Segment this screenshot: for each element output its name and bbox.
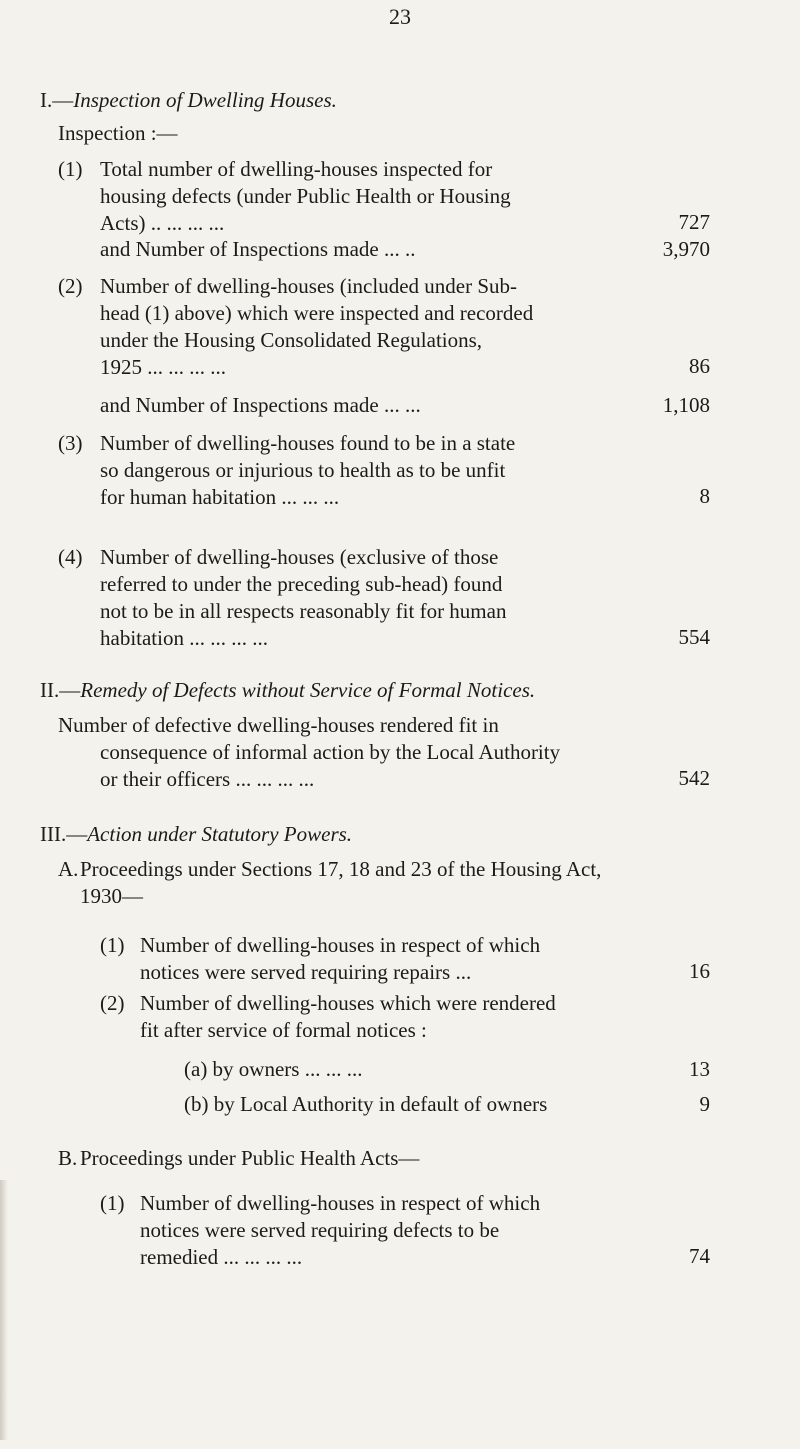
part-b-label: B. <box>58 1146 78 1170</box>
item-2-line: Number of dwelling-houses (included under Sub- <box>100 274 517 298</box>
section-2-line: consequence of informal action by the Local Authority <box>100 740 561 764</box>
page-number: 23 <box>389 4 411 29</box>
section-1-title: Inspection of Dwelling Houses. <box>73 88 337 112</box>
item-3-line: so dangerous or injurious to health as to be unfit <box>100 458 506 482</box>
part-a-item-1-value: 16 <box>689 959 710 983</box>
part-a-item-2-line: Number of dwelling-houses which were rendered <box>140 991 556 1015</box>
part-a-item-2-text <box>140 990 556 1044</box>
item-4-text <box>100 544 506 652</box>
part-a-item-1-number: (1) <box>100 933 125 957</box>
part-a-item-2-line: fit after service of formal notices : <box>140 1018 427 1042</box>
section-2-number: II.— <box>40 678 81 702</box>
item-4-value: 554 <box>678 625 710 649</box>
by-owners-label: (a) by owners ... ... ... <box>184 1057 363 1081</box>
section-3-number: III.— <box>40 822 88 846</box>
section-2-line: Number of defective dwelling-houses rendered fit in <box>58 713 499 737</box>
item-4-line: not to be in all respects reasonably fit for human <box>100 599 507 623</box>
part-a-item-1-line: notices were served requiring repairs ... <box>140 960 472 984</box>
inspection-subheading: Inspection :— <box>58 121 178 145</box>
part-b-item-1-line: Number of dwelling-houses in respect of which <box>140 1191 541 1215</box>
section-1-heading <box>40 88 337 113</box>
item-4-line: habitation ... ... ... ... <box>100 626 268 650</box>
part-b-heading <box>80 1145 419 1172</box>
item-1-sub-label: and Number of Inspections made ... .. <box>100 237 416 261</box>
section-3-heading <box>40 822 352 847</box>
item-1-line: Acts) .. ... ... ... <box>100 211 225 235</box>
item-2-line: under the Housing Consolidated Regulations, <box>100 328 483 352</box>
item-3-number: (3) <box>58 431 83 455</box>
part-b-item-1-text <box>140 1190 540 1271</box>
section-2-value: 542 <box>678 766 710 790</box>
part-b-item-1-value: 74 <box>689 1244 710 1268</box>
part-a-item-2-number: (2) <box>100 991 125 1015</box>
part-a-heading <box>80 856 601 910</box>
item-4-line: referred to under the preceding sub-head) found <box>100 572 503 596</box>
part-a-item-1-text <box>140 932 540 986</box>
part-b-item-1-line: remedied ... ... ... ... <box>140 1245 303 1269</box>
part-a-label: A. <box>58 857 79 881</box>
part-a-line: Proceedings under Sections 17, 18 and 23 of the Housing Act, <box>80 857 602 881</box>
item-1-sub-value: 3,970 <box>662 237 710 261</box>
section-2-line: or their officers ... ... ... ... <box>100 767 315 791</box>
item-3-text <box>100 430 515 511</box>
by-owners-value: 13 <box>689 1057 710 1081</box>
item-2-line: head (1) above) which were inspected and recorded <box>100 301 534 325</box>
section-2-text <box>58 712 658 793</box>
part-b-heading-line: Proceedings under Public Health Acts— <box>80 1146 420 1170</box>
item-2-sub-label: and Number of Inspections made ... ... <box>100 393 421 417</box>
item-2-value: 86 <box>689 354 710 378</box>
item-3-line: Number of dwelling-houses found to be in a state <box>100 431 516 455</box>
item-2-number: (2) <box>58 274 83 298</box>
item-2-sub-value: 1,108 <box>662 393 710 417</box>
part-a-line: 1930— <box>80 884 143 908</box>
section-2-heading <box>40 678 535 703</box>
part-a-item-1-line: Number of dwelling-houses in respect of which <box>140 933 541 957</box>
item-1-value: 727 <box>678 210 710 234</box>
item-2-line: 1925 ... ... ... ... <box>100 355 226 379</box>
item-4-line: Number of dwelling-houses (exclusive of those <box>100 545 499 569</box>
by-local-authority-value: 9 <box>699 1092 710 1116</box>
by-local-authority-label: (b) by Local Authority in default of owners <box>184 1092 548 1116</box>
item-1-line: housing defects (under Public Health or Housing <box>100 184 511 208</box>
item-1-text <box>100 156 511 237</box>
part-b-item-1-number: (1) <box>100 1191 125 1215</box>
section-1-number: I.— <box>40 88 74 112</box>
item-1-line: Total number of dwelling-houses inspected for <box>100 157 493 181</box>
item-1-number: (1) <box>58 157 83 181</box>
part-b-item-1-line: notices were served requiring defects to be <box>140 1218 500 1242</box>
section-2-title: Remedy of Defects without Service of Formal Notices. <box>80 678 536 702</box>
item-4-number: (4) <box>58 545 83 569</box>
item-3-line: for human habitation ... ... ... <box>100 485 340 509</box>
page-edge-shadow <box>0 1180 8 1440</box>
item-2-text <box>100 273 533 381</box>
section-3-title: Action under Statutory Powers. <box>87 822 353 846</box>
item-3-value: 8 <box>699 484 710 508</box>
